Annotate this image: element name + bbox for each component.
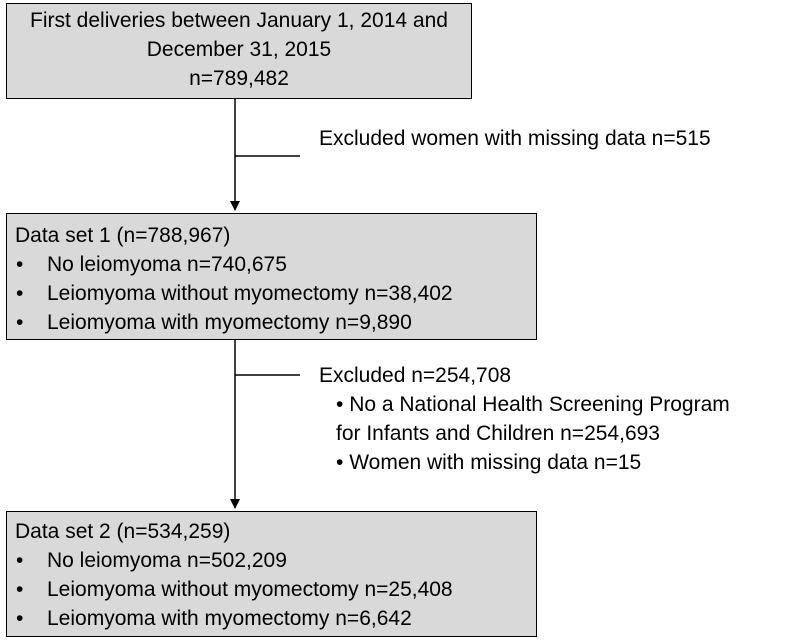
data-set-1-item-label: Leiomyoma with myomectomy n=9,890	[47, 311, 412, 334]
data-set-1-box	[6, 213, 537, 340]
data-set-2-item-label: Leiomyoma without myomectomy n=25,408	[47, 578, 453, 601]
exclusion2-item-continuation: for Infants and Children n=254,693	[336, 422, 660, 445]
data-set-1-item-label: No leiomyoma n=740,675	[47, 253, 287, 276]
data-set-2-item-label: No leiomyoma n=502,209	[47, 549, 287, 572]
data-set-1-title: Data set 1 (n=788,967)	[15, 224, 231, 247]
data-set-2-item-label: Leiomyoma with myomectomy n=6,642	[47, 607, 412, 630]
data-set-2-item	[15, 546, 536, 575]
exclusion2-item-label: No a National Health Screening Program	[349, 393, 730, 416]
box1-line-1: First deliveries between January 1, 2014 and	[30, 9, 448, 32]
bullet-icon: •	[336, 451, 344, 474]
data-set-1-item	[15, 279, 536, 308]
exclusion2-item	[336, 448, 641, 477]
bullet-icon: •	[16, 607, 24, 630]
exclusion1-text: Excluded women with missing data n=515	[319, 127, 711, 150]
exclusion2-item-label: Women with missing data n=15	[349, 451, 642, 474]
bullet-icon: •	[16, 311, 24, 334]
data-set-2-item	[15, 575, 536, 604]
bullet-icon: •	[16, 253, 24, 276]
first-deliveries-box	[6, 3, 472, 99]
bullet-icon: •	[16, 549, 24, 572]
box1-line-3: n=789,482	[189, 67, 289, 90]
exclusion2-item	[336, 390, 730, 419]
box1-line-2: December 31, 2015	[146, 38, 332, 61]
data-set-2-box	[6, 511, 537, 637]
data-set-1-item	[15, 250, 536, 279]
exclusion2-title: Excluded n=254,708	[319, 364, 512, 387]
bullet-icon: •	[16, 282, 24, 305]
bullet-icon: •	[16, 578, 24, 601]
data-set-2-title: Data set 2 (n=534,259)	[15, 520, 231, 543]
data-set-2-item	[15, 604, 536, 633]
bullet-icon: •	[336, 393, 344, 416]
data-set-1-item	[15, 308, 536, 337]
data-set-1-item-label: Leiomyoma without myomectomy n=38,402	[47, 282, 453, 305]
